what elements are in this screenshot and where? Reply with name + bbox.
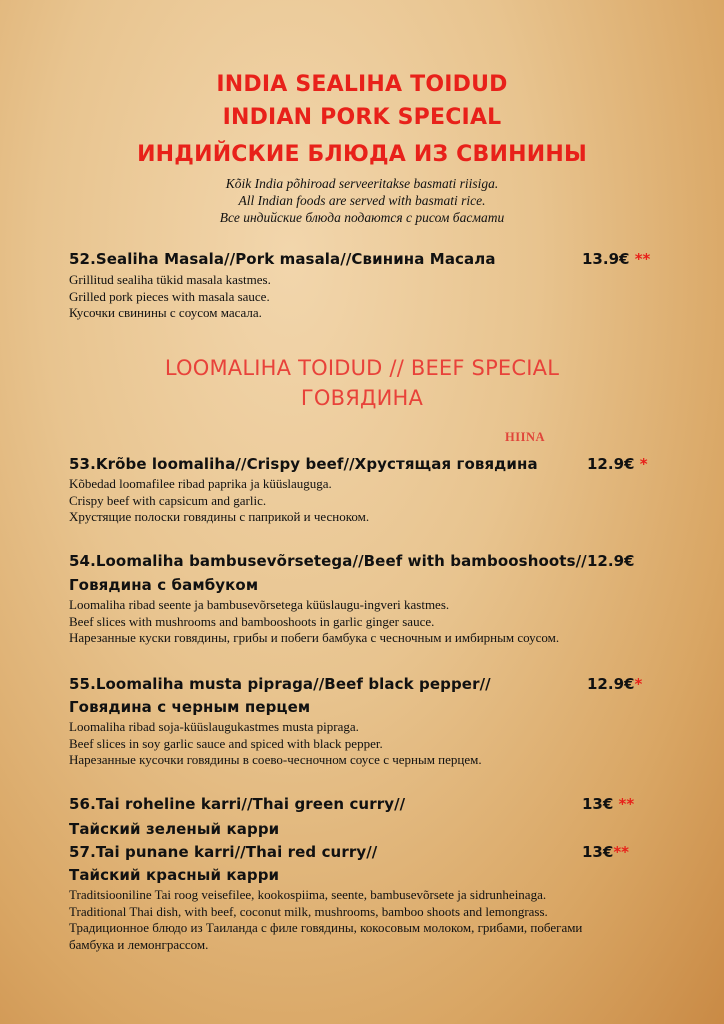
dish-52-description xyxy=(69,272,271,322)
dish-57-name-ru: Тайский красный карри xyxy=(69,866,280,884)
dish-52-price: 13.9€ xyxy=(582,250,630,268)
dish-54-name-ru: Говядина с бамбуком xyxy=(69,576,259,594)
dish-53-price-row xyxy=(587,455,648,473)
dish-57-description xyxy=(69,887,582,953)
description-line: Crispy beef with capsicum and garlic. xyxy=(69,492,267,508)
pork-title-ru: ИНДИЙСКИЕ БЛЮДА ИЗ СВИНИНЫ xyxy=(137,142,587,167)
description-line: бамбука и лемонграссом. xyxy=(69,936,209,952)
description-line: Beef slices with mushrooms and bambooshoots in garlic ginger sauce. xyxy=(69,613,435,629)
dish-57-price: 13€ xyxy=(582,843,614,861)
pork-title-et: INDIA SEALIHA TOIDUD xyxy=(216,72,508,97)
dish-55-price: 12.9€ xyxy=(587,675,635,693)
dish-55-spicy-rating: * xyxy=(634,675,643,693)
dish-56-name-ru: Тайский зеленый карри xyxy=(69,820,280,838)
description-line: Traditional Thai dish, with beef, coconut milk, mushrooms, bamboo shoots and lemongrass. xyxy=(69,903,548,919)
dish-56-name: 56.Tai roheline karri//Thai green curry// xyxy=(69,795,406,813)
dish-57-price-row xyxy=(582,843,629,861)
description-line: Нарезанные куски говядины, грибы и побеги бамбука с чесночным и имбирным соусом. xyxy=(69,630,560,645)
description-line: Loomaliha ribad seente ja bambusevõrsetega küüslaugu-ingveri kastmes. xyxy=(69,597,450,612)
dish-57-spicy-rating: ** xyxy=(613,843,630,861)
dish-55-name-ru: Говядина с черным перцем xyxy=(69,698,311,716)
rice-note-et: Kõik India põhiroad serveeritakse basmati riisiga. xyxy=(225,176,499,191)
dish-53-spicy-rating: * xyxy=(639,455,648,473)
description-line: Традиционное блюдо из Таиланда с филе говядины, кокосовым молоком, грибами, побегами xyxy=(69,920,583,935)
hiina-label: HIINA xyxy=(505,430,546,444)
dish-56-spicy-rating: ** xyxy=(618,795,635,813)
description-line: Grilled pork pieces with masala sauce. xyxy=(69,288,270,304)
description-line: Хрустящие полоски говядины с паприкой и чесноком. xyxy=(69,509,370,524)
dish-57-name: 57.Tai punane karri//Thai red curry// xyxy=(69,843,378,861)
beef-title-ru: ГОВЯДИНА xyxy=(300,386,424,410)
dish-52-name: 52.Sealiha Masala//Pork masala//Свинина Масала xyxy=(69,250,496,268)
dish-53-description xyxy=(69,476,369,526)
description-line: Beef slices in soy garlic sauce and spiced with black pepper. xyxy=(69,735,383,751)
dish-56-price: 13€ xyxy=(582,795,614,813)
dish-52-price-row xyxy=(582,250,650,268)
dish-53-name: 53.Krõbe loomaliha//Crispy beef//Хрустящая говядина xyxy=(69,455,538,473)
rice-note-en: All Indian foods are served with basmati rice. xyxy=(238,193,486,208)
description-line: Kõbedad loomafilee ribad paprika ja küüslauguga. xyxy=(69,476,332,491)
dish-54-description xyxy=(69,597,559,647)
dish-54-price: 12.9€ xyxy=(587,552,635,570)
description-line: Grillitud sealiha tükid masala kastmes. xyxy=(69,272,271,287)
dish-55-name: 55.Loomaliha musta pipraga//Beef black pepper// xyxy=(69,675,491,693)
dish-54-price-row xyxy=(587,552,634,570)
pork-title-en: INDIAN PORK SPECIAL xyxy=(222,105,502,130)
description-line: Кусочки свинины с соусом масала. xyxy=(69,305,262,320)
beef-title: LOOMALIHA TOIDUD // BEEF SPECIAL xyxy=(164,356,560,380)
dish-54-name: 54.Loomaliha bambusevõrsetega//Beef with bambooshoots// xyxy=(69,552,587,570)
rice-note-ru: Все индийские блюда подаются с рисом басмати xyxy=(219,210,505,225)
dish-56-price-row xyxy=(582,795,634,813)
dish-55-description xyxy=(69,719,482,769)
dish-55-price-row xyxy=(587,675,642,693)
description-line: Loomaliha ribad soja-küüslaugukastmes musta pipraga. xyxy=(69,719,359,734)
description-line: Traditsiooniline Tai roog veisefilee, kookospiima, seente, bambusevõrsete ja sidrunheinaga. xyxy=(69,887,547,902)
description-line: Нарезанные кусочки говядины в соево-чесночном соусе с черным перцем. xyxy=(69,752,482,767)
dish-52-spicy-rating: ** xyxy=(634,250,651,268)
dish-53-price: 12.9€ xyxy=(587,455,635,473)
